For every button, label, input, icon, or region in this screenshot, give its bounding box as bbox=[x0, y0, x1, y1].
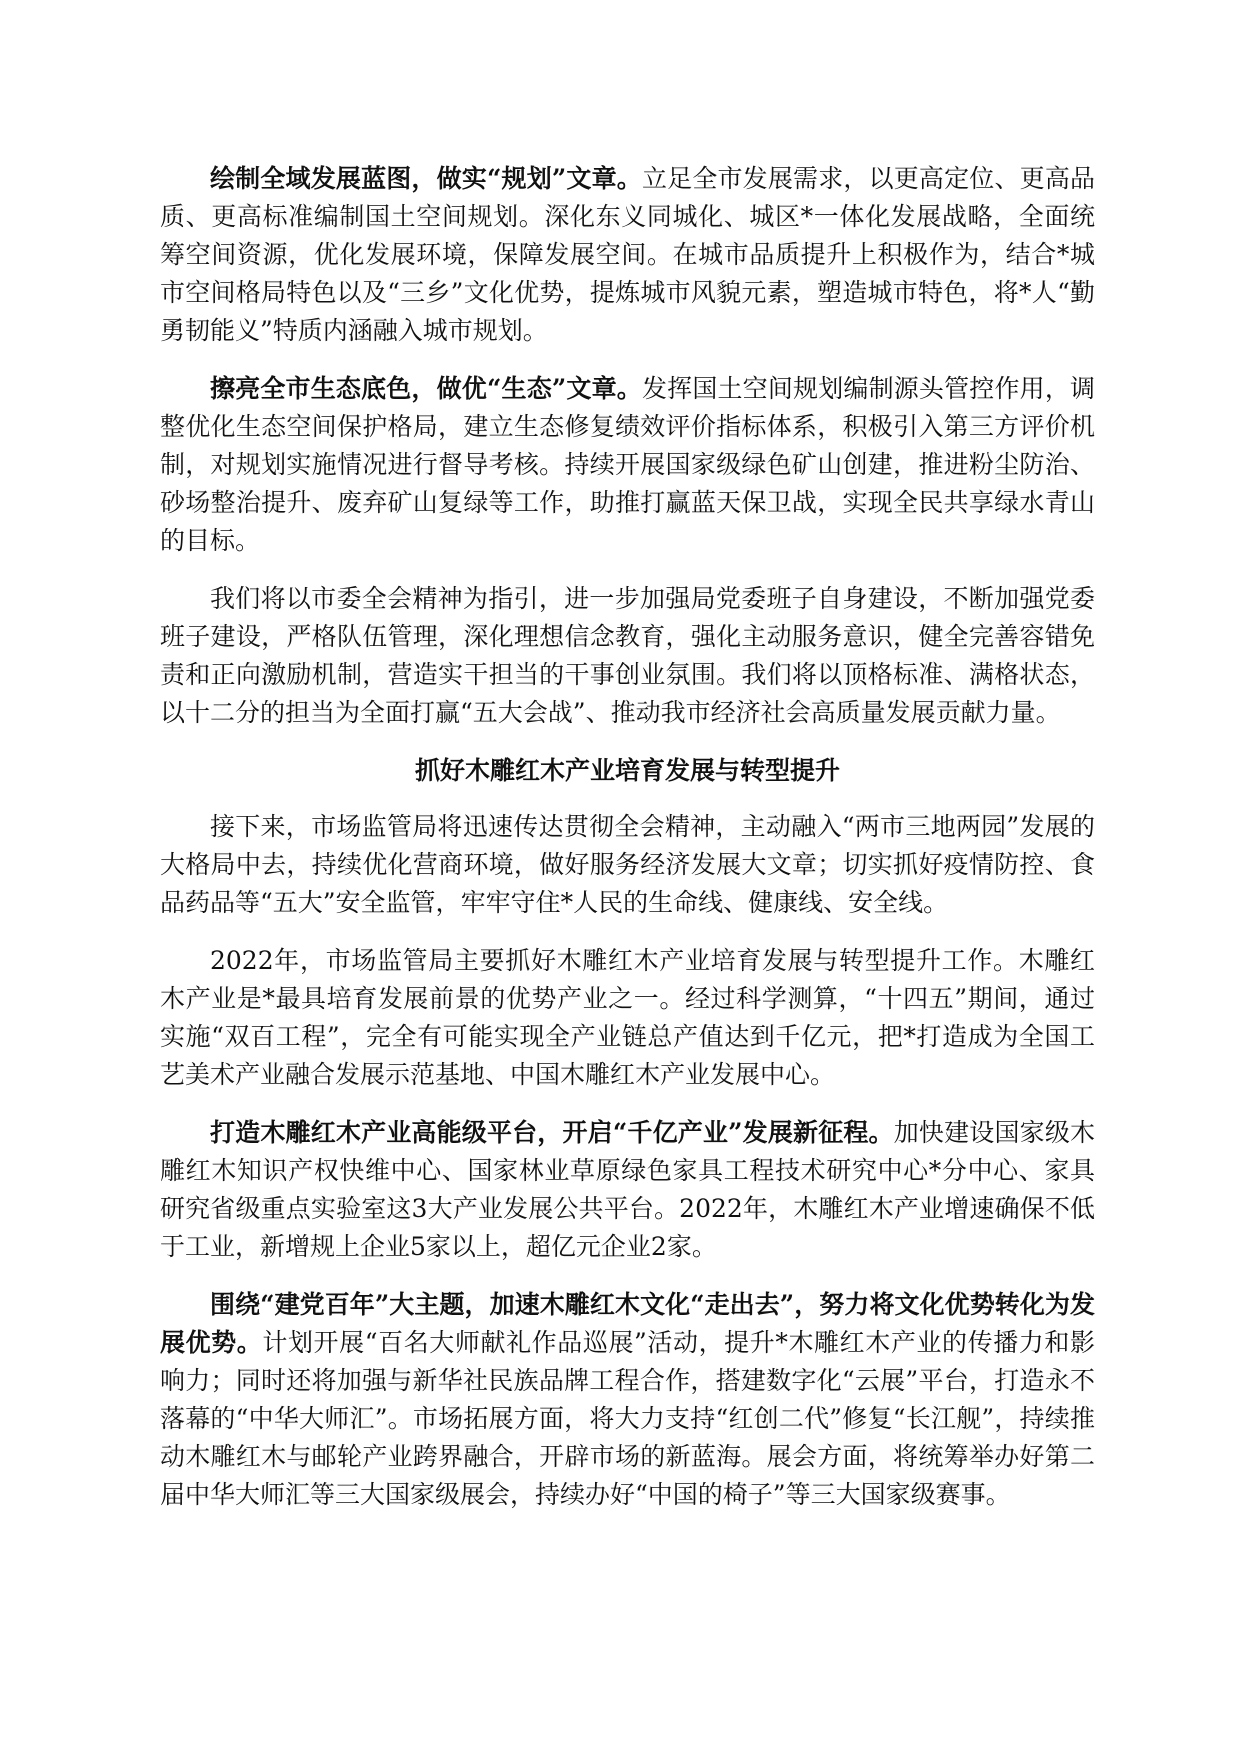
paragraph-ecology bbox=[160, 370, 1095, 560]
paragraph-planning bbox=[160, 160, 1095, 350]
paragraph-commitment bbox=[160, 580, 1095, 732]
paragraph-text: 计划开展“百名大师献礼作品巡展”活动，提升*木雕红木产业的传播力和影响力；同时还将加强与新华社民族品牌工程合作，搭建数字化“云展”平台，打造永不落幕的“中华大师汇”。市场拓展方面，将大力支持“红创二代”修复“长江舰”，持续推动木雕红木与邮轮产业跨界融合，开辟市场的新蓝海。展会方面，将统筹举办好第二届中华大师汇等三大国家级展会，持续办好“中国的椅子”等三大国家级赛事。 bbox=[160, 1328, 1095, 1509]
paragraph-lead: 围绕“建党百年”大主题，加速木雕红木文化“走出去”，努力将文化优势转化为发展优势。 bbox=[160, 1290, 1095, 1357]
paragraph-text: 我们将以市委全会精神为指引，进一步加强局党委班子自身建设，不断加强党委班子建设，严格队伍管理，深化理想信念教育，强化主动服务意识，健全完善容错免责和正向激励机制，营造实干担当的干事创业氛围。我们将以顶格标准、满格状态，以十二分的担当为全面打赢“五大会战”、推动我市经济社会高质量发展贡献力量。 bbox=[160, 584, 1095, 727]
paragraph-lead: 擦亮全市生态底色，做优“生态”文章。 bbox=[210, 374, 642, 403]
paragraph-next-steps bbox=[160, 808, 1095, 922]
paragraph-text: 发挥国土空间规划编制源头管控作用，调整优化生态空间保护格局，建立生态修复绩效评价指标体系，积极引入第三方评价机制，对规划实施情况进行督导考核。持续开展国家级绿色矿山创建，推进粉尘防治、砂场整治提升、废弃矿山复绿等工作，助推打赢蓝天保卫战，实现全民共享绿水青山的目标。 bbox=[160, 374, 1095, 555]
paragraph-lead: 打造木雕红木产业高能级平台，开启“千亿产业”发展新征程。 bbox=[210, 1118, 894, 1147]
paragraph-2022-focus bbox=[160, 942, 1095, 1094]
section-heading: 抓好木雕红木产业培育发展与转型提升 bbox=[414, 756, 840, 785]
paragraph-culture bbox=[160, 1286, 1095, 1514]
document-body bbox=[160, 160, 1095, 1534]
paragraph-text: 加快建设国家级木雕红木知识产权快维中心、国家林业草原绿色家具工程技术研究中心*分中心、家具研究省级重点实验室这3大产业发展公共平台。2022年，木雕红木产业增速确保不低于工业，新增规上企业5家以上，超亿元企业2家。 bbox=[160, 1118, 1095, 1261]
paragraph-text: 接下来，市场监管局将迅速传达贯彻全会精神，主动融入“两市三地两园”发展的大格局中去，持续优化营商环境，做好服务经济发展大文章；切实抓好疫情防控、食品药品等“五大”安全监管，牢牢守住*人民的生命线、健康线、安全线。 bbox=[160, 812, 1095, 917]
paragraph-text: 2022年，市场监管局主要抓好木雕红木产业培育发展与转型提升工作。木雕红木产业是*最具培育发展前景的优势产业之一。经过科学测算，“十四五”期间，通过实施“双百工程”，完全有可能实现全产业链总产值达到千亿元，把*打造成为全国工艺美术产业融合发展示范基地、中国木雕红木产业发展中心。 bbox=[160, 946, 1095, 1089]
paragraph-text: 立足全市发展需求，以更高定位、更高品质、更高标准编制国土空间规划。深化东义同城化、城区*一体化发展战略，全面统筹空间资源，优化发展环境，保障发展空间。在城市品质提升上积极作为，结合*城市空间格局特色以及“三乡”文化优势，提炼城市风貌元素，塑造城市特色，将*人“勤勇韧能义”特质内涵融入城市规划。 bbox=[160, 164, 1095, 345]
paragraph-platform bbox=[160, 1114, 1095, 1266]
paragraph-lead: 绘制全域发展蓝图，做实“规划”文章。 bbox=[210, 164, 642, 193]
